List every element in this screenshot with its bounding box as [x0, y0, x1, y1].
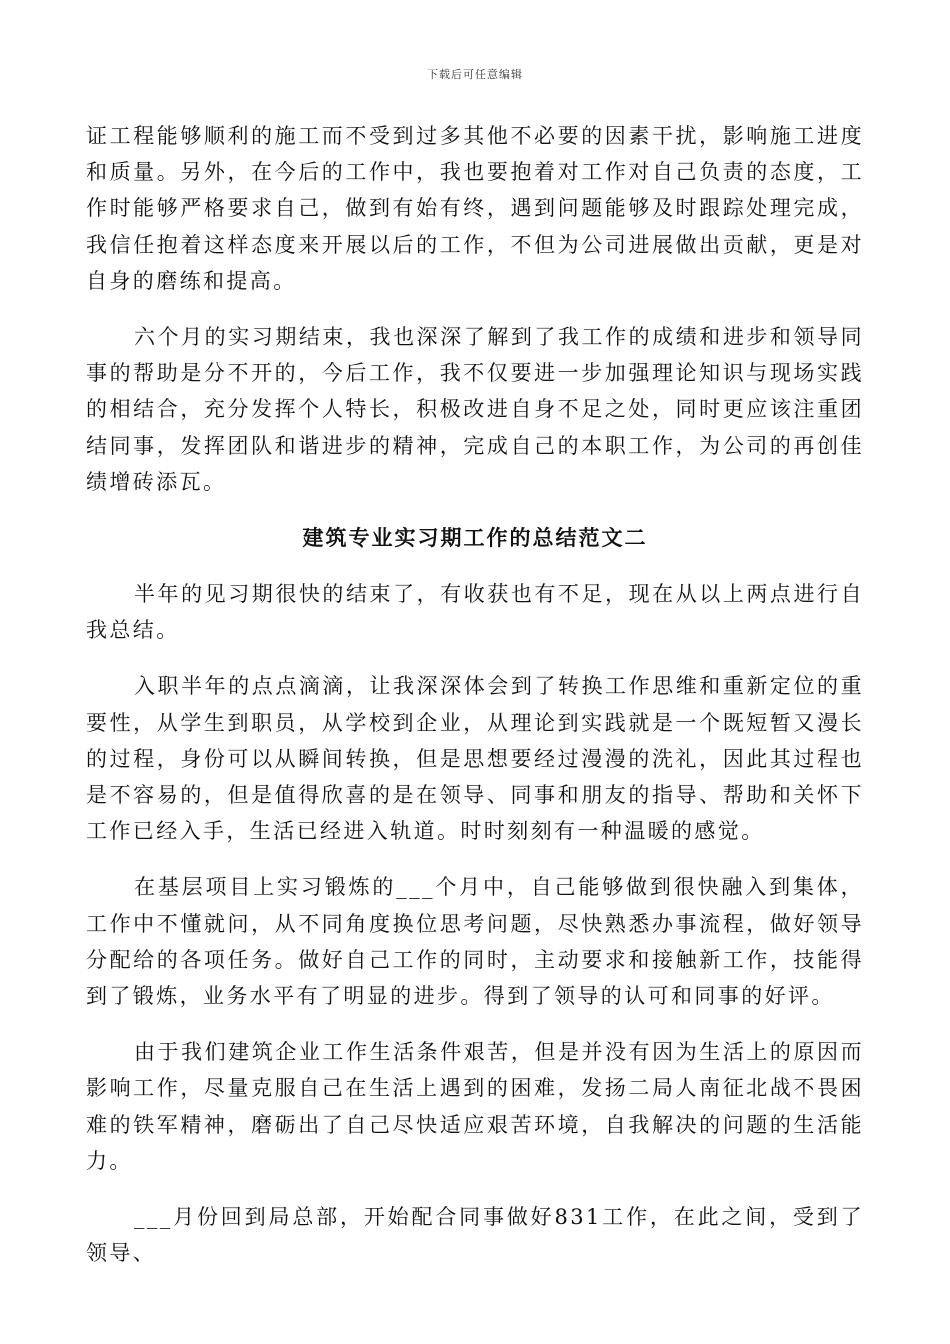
paragraph-continuation: 证工程能够顺利的施工而不受到过多其他不必要的因素干扰，影响施工进度和质量。另外，在今后的工作中，我也要抱着对工作对自己负责的态度，工作时能够严格要求自己，做到有始有终，遇到问题能够及时跟踪处理完成，我信任抱着这样态度来开展以后的工作，不但为公司进展做出贡献，更是对自身的磨练和提高。	[86, 124, 864, 293]
paragraph: 入职半年的点点滴滴，让我深深体会到了转换工作思维和重新定位的重要性，从学生到职员，从学校到企业，从理论到实践就是一个既短暂又漫长的过程，身份可以从瞬间转换，但是思想要经过漫漫的洗礼，因此其过程也是不容易的，但是值得欣喜的是在领导、同事和朋友的指导、帮助和关怀下工作已经入手，生活已经进入轨道。时时刻刻有一种温暖的感觉。	[86, 674, 864, 844]
page-header: 下载后可任意编辑	[427, 68, 523, 81]
paragraph: 六个月的实习期结束，我也深深了解到了我工作的成绩和进步和领导同事的帮助是分不开的，今后工作，我不仅要进一步加强理论知识与现场实践的相结合，充分发挥个人特长，积极改进自身不足之处，同时更应该注重团结同事，发挥团队和谐进步的精神，完成自己的本职工作，为公司的再创佳绩增砖添瓦。	[86, 325, 864, 494]
document-body	[86, 118, 864, 1291]
paragraph: 在基层项目上实习锻炼的___个月中，自己能够做到很快融入到集体，工作中不懂就问，从不同角度换位思考问题，尽快熟悉办事流程，做好领导分配给的各项任务。做好自己工作的同时，主动要求和接触新工作，技能得到了锻炼，业务水平有了明显的进步。得到了领导的认可和同事的好评。	[86, 875, 864, 1009]
paragraph: 由于我们建筑企业工作生活条件艰苦，但是并没有因为生活上的原因而影响工作，尽量克服自己在生活上遇到的困难，发扬二局人南征北战不畏困难的铁军精神，磨砺出了自己尽快适应艰苦环境，自我解决的问题的生活能力。	[86, 1040, 864, 1173]
paragraph: 半年的见习期很快的结束了，有收获也有不足，现在从以上两点进行自我总结。	[86, 582, 864, 643]
paragraph: ___月份回到局总部，开始配合同事做好831工作，在此之间，受到了领导、	[86, 1205, 864, 1266]
section-title: 建筑专业实习期工作的总结范文二	[302, 525, 648, 551]
